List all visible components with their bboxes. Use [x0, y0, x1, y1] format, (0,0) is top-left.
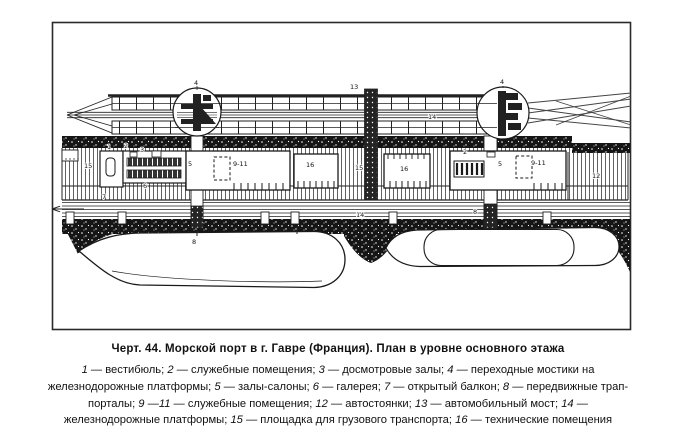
label-offices-right: 9-11 [531, 159, 546, 167]
legend-item-label: — залы-салоны; [220, 380, 313, 393]
label-offices-left: 9-11 [233, 160, 248, 168]
label-bridges-right: 4 [500, 78, 505, 86]
legend-item-number: 2 [167, 364, 174, 376]
label-platforms-bottom: 14 [356, 211, 365, 219]
label-gangway-right: 8 [473, 208, 478, 216]
ship-right [386, 228, 619, 267]
label-cargo-area-mid: 15 [355, 164, 364, 172]
legend-item-number: 1 [81, 364, 88, 376]
legend-item-label: — железнодорожные платформы; [63, 397, 588, 427]
label-parking: 12 [592, 172, 601, 180]
label-service-left: 2 [124, 142, 129, 150]
figure-caption: Черт. 44. Морской порт в г. Гавре (Франция). План в уровне основного этажа [111, 343, 565, 355]
legend-item-number: 12 [315, 397, 328, 410]
stair-left [214, 157, 230, 180]
label-balcony: 7 [102, 193, 107, 201]
legend-item-number: 8 [502, 380, 510, 393]
hall-left [186, 151, 290, 190]
legend-item-label: — переходные мостики на железнодорожные платформы; [47, 364, 595, 393]
escalator [127, 158, 181, 166]
legend-item-number: 6 [312, 380, 320, 393]
automobile-bridge-column [365, 89, 378, 200]
pier-right [484, 204, 497, 228]
legend-item-number: 7 [383, 380, 391, 393]
stair-right [516, 156, 532, 178]
label-platforms-top: 14 [428, 113, 437, 121]
legend-item-label: — открытый балкон; [390, 380, 503, 393]
label-inspection: 3 [140, 146, 145, 154]
legend-item-label: — автомобильный мост; [427, 397, 562, 410]
figure-legend [40, 362, 636, 429]
label-auto-bridge: 13 [350, 83, 359, 91]
pier-left [191, 206, 203, 228]
legend-item-label: — досмотровые залы; [324, 364, 448, 376]
label-gallery: 6 [143, 182, 148, 190]
label-hall-right: 5 [498, 160, 503, 168]
legend-item-label: — автостоянки; [327, 397, 415, 410]
label-hall-left: 5 [188, 160, 193, 168]
legend-item-number: 13 [414, 397, 428, 410]
legend-item-number: 4 [447, 364, 454, 376]
legend-item-label: — служебные помещения; [170, 397, 316, 410]
legend-item-number: 16 [455, 414, 468, 427]
label-technical-left: 16 [306, 161, 315, 169]
transfer-bridge-detail-right [477, 86, 529, 139]
legend-item-label: — технические помещения [467, 414, 613, 427]
legend-item-label: — передвижные трап-порталы; [88, 380, 629, 410]
label-service-right: 2 [463, 148, 468, 156]
label-technical-right: 16 [400, 165, 409, 173]
label-gangway-left: 8 [192, 238, 197, 246]
legend-item-number: 14 [561, 397, 574, 410]
label-cargo-area-left: 15 [84, 162, 93, 170]
legend-item-number: 15 [230, 414, 243, 427]
legend-item-label: — площадка для грузового транспорта; [242, 414, 456, 427]
escalator [127, 170, 181, 178]
label-bridges-left: 4 [194, 79, 199, 87]
legend-item-label: — служебные помещения; [173, 364, 319, 376]
legend-item-label: — галерея; [319, 380, 384, 393]
legend-item-number: 9 —11 [138, 397, 171, 410]
legend-item-label: — вестибюль; [87, 364, 168, 376]
ship-left [79, 232, 345, 288]
legend-item-number: 3 [318, 364, 325, 376]
label-vestibule: 1 [107, 143, 112, 151]
legend-item-number: 5 [214, 380, 221, 393]
